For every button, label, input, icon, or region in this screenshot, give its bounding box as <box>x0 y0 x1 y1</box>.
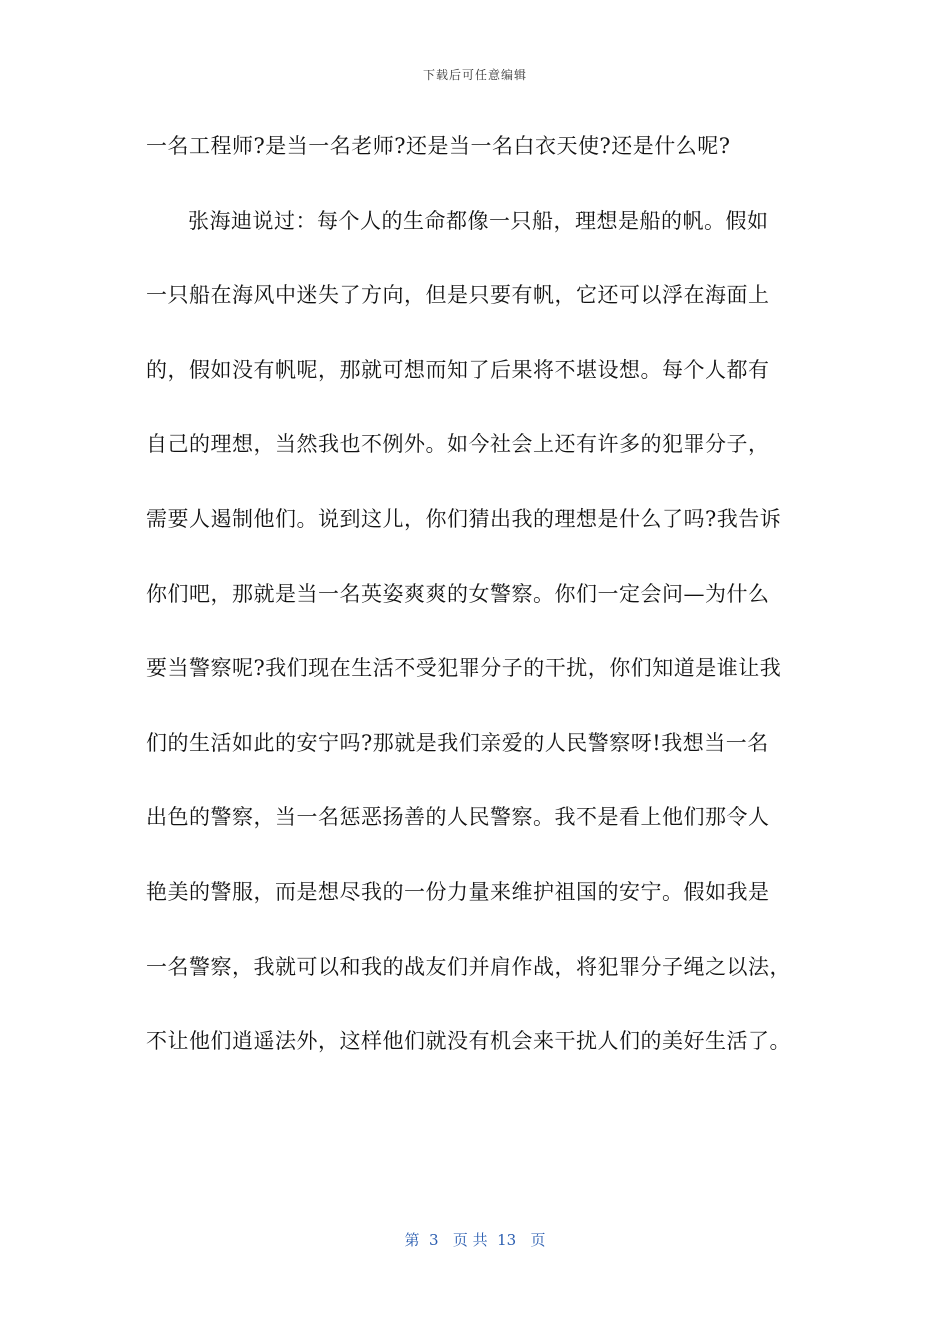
header-note: 下载后可任意编辑 <box>422 68 527 82</box>
text-line-1: 一名工程师?是当一名老师?还是当一名白衣天使?还是什么呢? <box>146 134 731 158</box>
page-number-footer: 第 3 页 共 13 页 <box>404 1231 546 1249</box>
body-text <box>146 120 806 1090</box>
text-line-10: 出色的警察，当一名惩恶扬善的人民警察。我不是看上他们那令人 <box>146 805 770 830</box>
text-line-11: 艳美的警服，而是想尽我的一份力量来维护祖国的安宁。假如我是 <box>146 879 770 904</box>
text-line-2: 张海迪说过：每个人的生命都像一只船，理想是船的帆。假如 <box>188 208 769 233</box>
text-line-6: 需要人遏制他们。说到这儿，你们猜出我的理想是什么了吗?我告诉 <box>146 506 782 531</box>
text-line-7: 你们吧，那就是当一名英姿爽爽的女警察。你们一定会问—为什么 <box>146 581 770 606</box>
text-line-3: 一只船在海风中迷失了方向，但是只要有帆，它还可以浮在海面上 <box>146 283 770 308</box>
text-line-8: 要当警察呢?我们现在生活不受犯罪分子的干扰，你们知道是谁让我 <box>146 656 782 681</box>
text-line-12: 一名警察，我就可以和我的战友们并肩作战，将犯罪分子绳之以法， <box>146 954 791 979</box>
text-line-5: 自己的理想，当然我也不例外。如今社会上还有许多的犯罪分子， <box>146 432 770 457</box>
text-line-9: 们的生活如此的安宁吗?那就是我们亲爱的人民警察呀!我想当一名 <box>146 730 769 755</box>
text-line-4: 的，假如没有帆呢，那就可想而知了后果将不堪设想。每个人都有 <box>146 357 770 382</box>
text-line-13: 不让他们逍遥法外，这样他们就没有机会来干扰人们的美好生活了。 <box>146 1029 791 1054</box>
